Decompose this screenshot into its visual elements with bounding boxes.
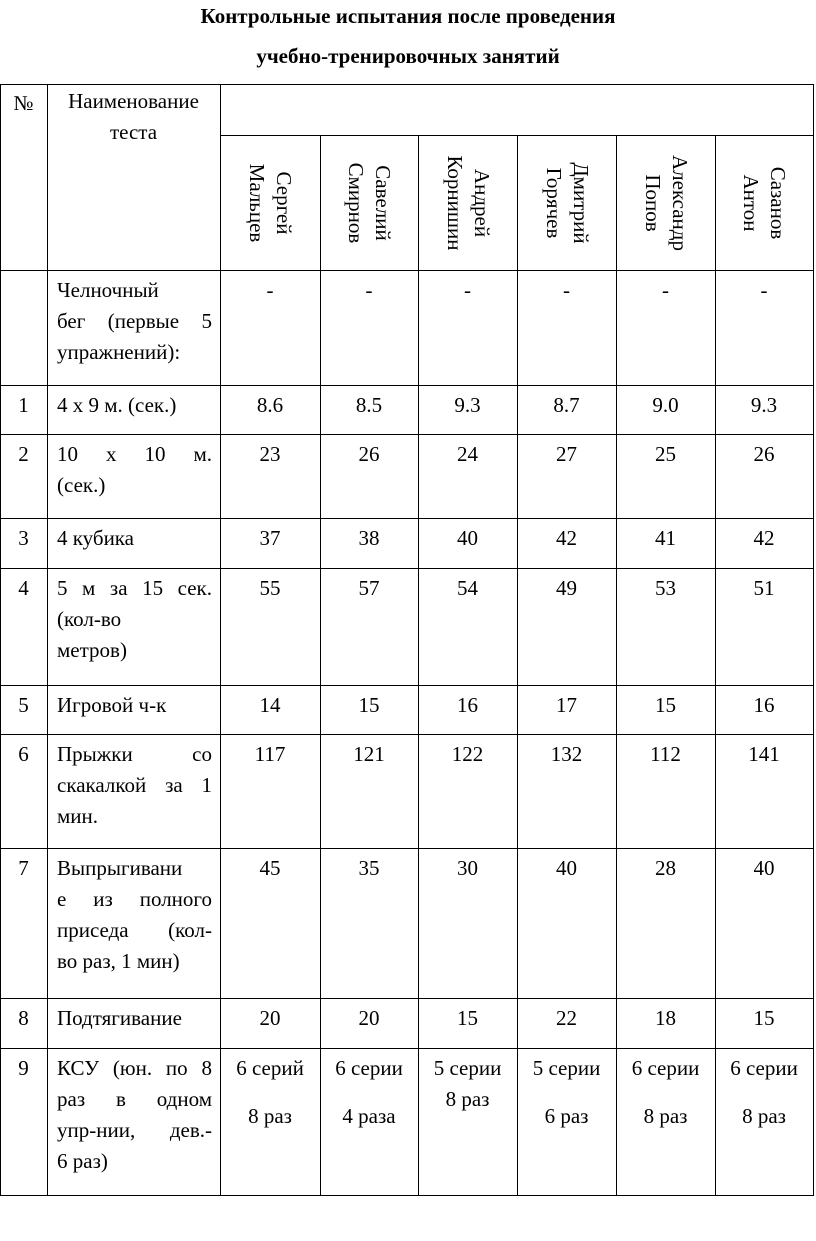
result-value: 17 — [556, 693, 577, 717]
result-value: 45 — [259, 856, 281, 880]
test-name-line: бег (первые 5 — [57, 309, 212, 333]
result-value: 4 раза — [342, 1104, 396, 1128]
test-name-line: е из полного — [57, 887, 212, 911]
test-name-line: приседа (кол- — [57, 918, 212, 942]
result-value: 9.0 — [652, 393, 679, 417]
test-name-line: упражнений): — [57, 340, 181, 364]
result-value: 23 — [259, 442, 281, 466]
result-value: 24 — [457, 442, 478, 466]
test-name-line: Прыжки со — [57, 742, 212, 766]
test-name-line: упр-нии, дев.- — [57, 1118, 212, 1142]
row-number: 8 — [18, 1006, 29, 1030]
result-value: 51 — [753, 576, 775, 600]
row-border — [0, 685, 814, 686]
row-border — [0, 385, 814, 386]
row-number: 9 — [18, 1056, 29, 1080]
athlete-name-last: Антон — [739, 173, 763, 232]
result-value: 9.3 — [454, 393, 481, 417]
result-value: 35 — [358, 856, 380, 880]
result-value: 42 — [556, 526, 577, 550]
athlete-name-first: Дмитрий — [568, 161, 593, 244]
result-value: 41 — [655, 526, 676, 550]
result-value: 22 — [556, 1006, 577, 1030]
test-name-line: (кол-во — [57, 607, 122, 631]
result-value: 117 — [254, 742, 286, 766]
result-value: 40 — [753, 856, 775, 880]
athlete-header — [616, 133, 716, 273]
athlete-name-last: Смирнов — [344, 162, 368, 243]
result-value: 15 — [753, 1006, 775, 1030]
test-name-line: Игровой ч-к — [57, 693, 167, 717]
header-test-name: теста — [109, 120, 158, 144]
test-name-line: 6 раз) — [57, 1149, 108, 1173]
row-number: 2 — [18, 442, 29, 466]
row-number: 1 — [18, 393, 29, 417]
test-name-line: Подтягивание — [57, 1006, 182, 1030]
result-value: 40 — [556, 856, 577, 880]
test-name-line: во раз, 1 мин) — [57, 949, 180, 973]
result-value: 6 серии — [335, 1056, 403, 1080]
table-border-top — [0, 84, 814, 85]
result-value: 15 — [655, 693, 676, 717]
athlete-name-last: Попов — [640, 173, 665, 232]
athlete-name-last: Мальцев — [245, 163, 269, 242]
row-border — [0, 734, 814, 735]
result-value: 8 раз — [643, 1104, 688, 1128]
result-value: 57 — [358, 576, 380, 600]
result-value: 8.7 — [553, 393, 580, 417]
row-border — [0, 1048, 814, 1049]
test-name-line: Выпрыгивани — [57, 856, 183, 880]
result-value: 15 — [358, 693, 380, 717]
result-value: - — [563, 278, 570, 302]
athlete-name-first: Сергей — [272, 171, 296, 234]
result-value: 6 серий — [236, 1056, 304, 1080]
test-name-line: 10 х 10 м. — [57, 442, 212, 466]
result-value: 14 — [259, 693, 281, 717]
result-value: 16 — [753, 693, 775, 717]
row-border — [0, 568, 814, 569]
row-border — [0, 1195, 814, 1196]
row-number: 7 — [18, 856, 29, 880]
result-value: 5 серии — [532, 1056, 601, 1080]
result-value: - — [760, 278, 768, 302]
test-name-line: Челночный — [57, 278, 159, 302]
result-value: 8.5 — [355, 393, 383, 417]
result-value: 6 раз — [544, 1104, 589, 1128]
row-border — [0, 848, 814, 849]
test-name-line: раз в одном — [57, 1087, 212, 1111]
athlete-header — [220, 133, 320, 273]
test-name-line: метров) — [57, 638, 127, 662]
result-value: 112 — [650, 742, 681, 766]
header-num: № — [13, 91, 34, 115]
athlete-name-first: Андрей — [469, 168, 494, 237]
result-value: 55 — [259, 576, 281, 600]
row-border — [0, 518, 814, 519]
result-value: 42 — [753, 526, 775, 550]
result-value: 141 — [748, 742, 780, 766]
test-name-line: мин. — [57, 804, 99, 828]
column-border — [47, 84, 48, 1196]
result-value: 20 — [358, 1006, 380, 1030]
header-test-name: Наименование — [68, 89, 199, 113]
athlete-header — [418, 133, 518, 273]
result-value: - — [464, 278, 471, 302]
result-value: 8 раз — [248, 1104, 292, 1128]
result-value: 18 — [655, 1006, 676, 1030]
test-name-line: (сек.) — [57, 473, 106, 497]
test-name-line: КСУ (юн. по 8 — [57, 1056, 212, 1080]
result-value: 37 — [259, 526, 281, 550]
athlete-name-last: Корнишин — [442, 154, 467, 251]
result-value: - — [266, 278, 274, 302]
result-value: 8 раз — [742, 1104, 786, 1128]
result-value: 122 — [451, 742, 484, 766]
result-value: 15 — [457, 1006, 478, 1030]
athlete-header — [714, 133, 814, 273]
result-value: 121 — [353, 742, 385, 766]
test-name-line: скакалкой за 1 — [57, 773, 212, 797]
document-title-line-1: Контрольные испытания после проведения — [200, 4, 616, 28]
athlete-name-first: Александр — [667, 154, 692, 251]
result-value: 6 серии — [730, 1056, 798, 1080]
result-value: 20 — [259, 1006, 281, 1030]
result-value: 26 — [753, 442, 775, 466]
result-value: 38 — [358, 526, 380, 550]
test-name-line: 4 кубика — [57, 526, 135, 550]
row-number: 5 — [18, 693, 29, 717]
result-value: 132 — [550, 742, 583, 766]
athlete-name-first: Сазанов — [766, 166, 790, 239]
result-value: 54 — [457, 576, 478, 600]
result-value: - — [365, 278, 373, 302]
result-value: 49 — [556, 576, 577, 600]
document-title-line-2: учебно-тренировочных занятий — [256, 44, 560, 68]
test-name-line: 5 м за 15 сек. — [57, 576, 212, 600]
test-name-line: 4 х 9 м. (сек.) — [57, 393, 177, 417]
athlete-name-last: Горячев — [541, 167, 566, 238]
athlete-name-first: Савелий — [371, 164, 395, 241]
result-value: - — [662, 278, 669, 302]
result-value: 40 — [457, 526, 478, 550]
row-number: 3 — [18, 526, 29, 550]
result-value: 53 — [655, 576, 676, 600]
result-value: 26 — [358, 442, 380, 466]
result-value: 28 — [655, 856, 676, 880]
row-number: 6 — [18, 742, 29, 766]
row-border — [0, 998, 814, 999]
row-border — [0, 434, 814, 435]
result-value: 25 — [655, 442, 676, 466]
result-value: 16 — [457, 693, 478, 717]
result-value: 27 — [556, 442, 577, 466]
result-value: 5 серии — [433, 1056, 502, 1080]
result-value: 9.3 — [750, 393, 778, 417]
result-value: 30 — [457, 856, 478, 880]
row-number: 4 — [18, 576, 29, 600]
result-value: 6 серии — [631, 1056, 700, 1080]
result-value: 8.6 — [256, 393, 284, 417]
athlete-header — [319, 133, 419, 273]
athlete-header — [517, 133, 617, 273]
result-value: 8 раз — [445, 1087, 490, 1111]
